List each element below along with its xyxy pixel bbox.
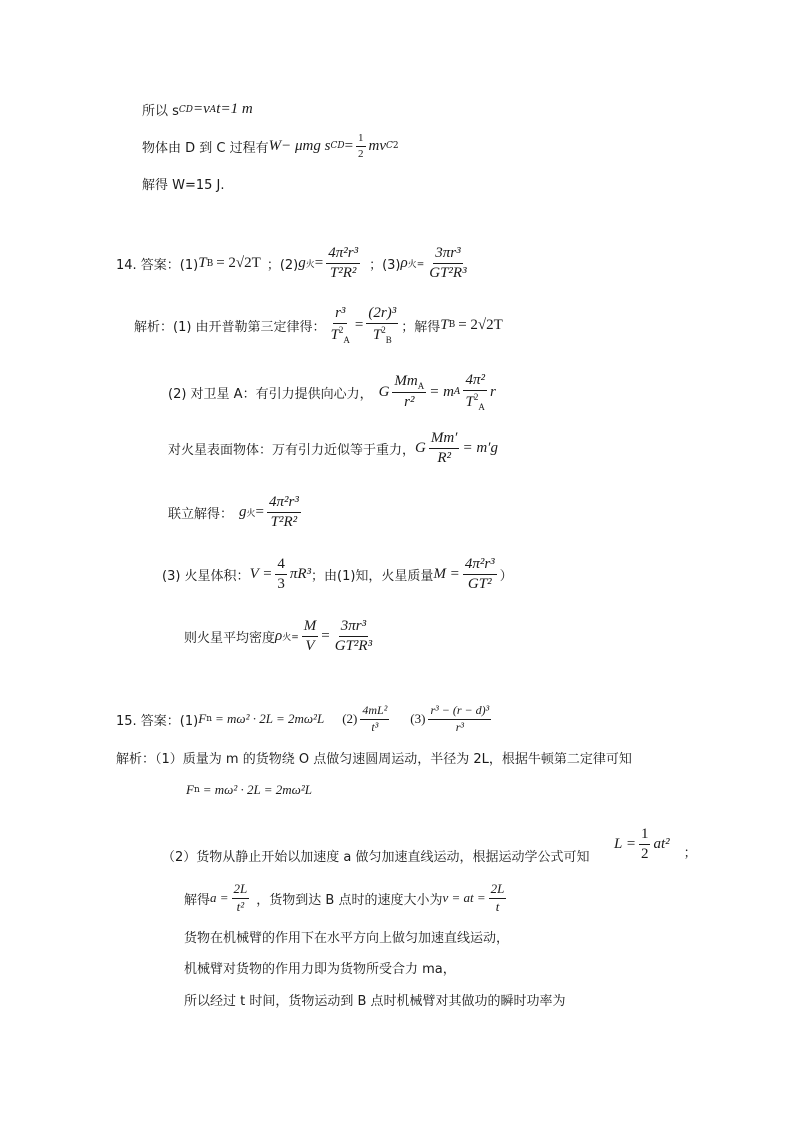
- q14-j3-G: G: [415, 440, 426, 457]
- q15-a1-sub: n: [206, 714, 212, 725]
- q14-j2-mid-sub: A: [453, 387, 461, 398]
- q14-j1-result: T: [440, 316, 449, 333]
- frac-den: GT²R³: [334, 638, 373, 655]
- q14-j5-close: ）: [499, 569, 513, 585]
- q15-j2: [162, 846, 590, 865]
- q13-eq: =v: [193, 101, 210, 117]
- frac-den-sub: A: [343, 335, 350, 346]
- frac-den-sup: 2: [338, 325, 344, 336]
- frac-num: 4π²: [463, 372, 487, 391]
- q15-j1-text: 解析：（1）质量为 m 的货物绕 O 点做匀速圆周运动，半径为 2L，根据牛顿第二定律可知: [116, 752, 632, 767]
- q14-j4-label: 联立解得：: [168, 507, 234, 523]
- frac-num: 4mL²: [360, 704, 389, 720]
- q13-line-1: [142, 100, 253, 119]
- q14-j2-frac1: [392, 373, 426, 412]
- q14-j6-label: 则火星平均密度: [184, 631, 276, 647]
- q14-j5-mid: ；由(1)知，火星质量: [311, 569, 434, 585]
- frac-num: 4π²r³: [463, 556, 497, 575]
- q14-j4: 联立解得： g 火 = $\frac{\text{4π²r³}}{\text{T²R²}}$: [168, 494, 299, 531]
- q15-j2-tail: at²: [653, 836, 670, 853]
- frac-den: t: [495, 898, 500, 914]
- frac-den: [329, 324, 352, 345]
- q14-j1: 解析：(1) 由开普勒第三定律得： $\frac{\text{r³}}{T^2_A}$ = $\frac{\text{(2r)³}}{T^2_B}$ ；解得 T B = 2√2T: [134, 305, 503, 346]
- q13-l3-text: 解得 W=15 J.: [142, 178, 225, 193]
- frac-num: [392, 373, 426, 393]
- q13-text: 所以 s: [142, 104, 179, 119]
- frac-den: 3: [277, 576, 285, 593]
- q15-j1-eq-rhs: = mω² · 2L = 2mω²L: [202, 782, 312, 797]
- frac-num: 4π²r³: [267, 494, 301, 513]
- frac-den: T²R²: [329, 265, 357, 282]
- q15-answer-label: 15. 答案：(1): [116, 713, 199, 729]
- frac-den-sub: B: [385, 335, 392, 346]
- q14-j6: 则火星平均密度 ρ 火= $\frac{M}{V}$ = $\frac{\text{3πr³}}{\text{GT²R³}}$: [184, 618, 373, 655]
- q15-j2-formula: [614, 826, 697, 864]
- q15-j5: [184, 958, 456, 977]
- q14-j6-sub: 火=: [282, 633, 299, 644]
- frac-num: 3πr³: [433, 245, 462, 264]
- q14-a2-sub: 火: [305, 260, 315, 271]
- q14-j1-frac2: [366, 305, 398, 346]
- q14-j4-sub: 火: [246, 509, 256, 520]
- q15-j5-text: 机械臂对货物的作用力即为货物所受合力 ma，: [184, 962, 456, 977]
- frac-den: 2: [640, 846, 649, 863]
- frac-den: t³: [371, 719, 379, 734]
- q13-sub2: A: [209, 104, 217, 115]
- q14-a2-frac: [326, 245, 360, 283]
- q15-j3-label: 解得: [184, 892, 211, 908]
- q13-l2-tail-sup: 2: [392, 141, 399, 152]
- q15-j1-eq: [186, 782, 312, 798]
- q14-j5-frac: [275, 556, 287, 594]
- q14-j1-result-sub: B: [448, 320, 456, 331]
- frac-den: GT²: [467, 576, 492, 593]
- frac-num: 1: [639, 826, 651, 845]
- q14-j3-tail: = m′g: [462, 440, 498, 457]
- q14-j3-frac: [429, 430, 460, 468]
- q14-a2-lhs: g: [298, 255, 306, 272]
- q14-j1-result-rhs: = 2√2T: [458, 316, 503, 333]
- q15-j3-a: a =: [210, 890, 229, 906]
- frac-den: t²: [236, 898, 245, 914]
- frac-num: 4: [275, 556, 287, 575]
- q14-j2-frac2: [463, 372, 487, 413]
- q14-a1-rhs: = 2√2T: [216, 255, 261, 272]
- q15-j3-mid: ，货物到达 B 点时的速度大小为: [256, 892, 443, 908]
- q13-l2-sub: CD: [330, 141, 345, 152]
- frac-num: (2r)³: [366, 305, 398, 324]
- q14-j2-label: (2) 对卫星 A：有引力提供向心力，: [168, 386, 373, 402]
- q14-j5: [162, 556, 513, 594]
- q13-l2-tail: mv: [368, 137, 387, 154]
- q15-a1-lhs: F: [198, 711, 207, 727]
- q14-j6-lhs: ρ: [275, 628, 283, 645]
- q14-j5-label: (3) 火星体积：: [162, 569, 250, 585]
- frac-num: 3πr³: [339, 618, 368, 637]
- q14-a3-frac: [427, 245, 468, 283]
- q14-a2-label: ；(2): [266, 258, 299, 274]
- q14-j2-G: G: [378, 383, 390, 400]
- frac-num-sub: A: [417, 381, 425, 391]
- frac-den: r²: [404, 394, 415, 411]
- q14-j3: [168, 430, 498, 468]
- q14-a1-lhs: T: [198, 255, 207, 272]
- q14-j3-label: 对火星表面物体：万有引力近似等于重力，: [168, 443, 416, 459]
- frac-num: 4π²r³: [326, 245, 360, 264]
- q13-l2-eq: =: [344, 137, 354, 154]
- q14-a3-lhs: ρ: [400, 255, 408, 272]
- q15-a1-rhs: = mω² · 2L = 2mω²L: [214, 711, 325, 727]
- q13-l2-math: W− μmg s: [268, 137, 331, 154]
- q14-j5-tail: πR³: [289, 566, 312, 583]
- frac-den: [371, 324, 394, 345]
- q14-j5-mass-frac: [463, 556, 497, 594]
- frac-den-main: T: [372, 327, 382, 344]
- q15-j6: [184, 990, 566, 1009]
- frac-den: V: [305, 638, 315, 655]
- q13-l2-tail-sub: C: [386, 141, 393, 152]
- q15-j4-text: 货物在机械臂的作用下在水平方向上做匀加速直线运动，: [184, 931, 510, 946]
- q14-j6-frac1: [302, 618, 319, 656]
- frac-den-sup: 2: [473, 392, 479, 403]
- q14-a1-sub: B: [206, 258, 214, 269]
- frac-den: T²R²: [270, 514, 298, 531]
- q13-l2-text: 物体由 D 到 C 过程有: [142, 140, 269, 156]
- q15-j1: [116, 748, 632, 767]
- q15-j3-v-frac: [489, 882, 507, 915]
- q15-a2-frac: [360, 704, 389, 735]
- q15-j2-frac: [639, 826, 651, 864]
- q15-a3-label: (3): [410, 711, 426, 727]
- frac-num: M: [302, 618, 319, 637]
- q14-j5-M: M =: [433, 566, 460, 583]
- q13-line-2: [142, 132, 399, 160]
- q15-a3-frac: [428, 704, 491, 735]
- q15-j4: [184, 927, 509, 946]
- q13-line-3: [142, 174, 225, 193]
- q15-j2-end: ；: [683, 846, 697, 862]
- q14-j1-frac1: [329, 305, 352, 346]
- q15-j1-eq-sub: n: [193, 785, 200, 795]
- frac-num: 2L: [489, 882, 507, 899]
- frac-den-sub: A: [478, 402, 485, 413]
- frac-den-main: T: [465, 394, 474, 411]
- q14-j2-mid: = m: [429, 383, 454, 400]
- frac-den: GT²R³: [429, 265, 467, 282]
- q15-a2-label: (2): [342, 711, 358, 727]
- frac-den-main: T: [330, 327, 339, 344]
- frac-num: r³: [333, 305, 347, 324]
- frac-num: 1: [356, 132, 366, 147]
- q13-sub: CD: [178, 104, 194, 115]
- frac-den: 2: [358, 147, 364, 160]
- frac-den-sup: 2: [381, 325, 386, 336]
- q14-a3-sub: 火=: [407, 260, 425, 271]
- q15-j3-a-frac: [232, 882, 250, 915]
- q14-j2: [168, 372, 496, 413]
- q14-j4-lhs: g: [239, 504, 247, 521]
- q13-l2-frac: [356, 132, 366, 160]
- q15-j2-L: L =: [614, 836, 636, 853]
- frac-den: [464, 391, 487, 412]
- q15-answer: [116, 704, 494, 735]
- q15-j1-eq-lhs: F: [186, 782, 194, 797]
- q14-j1-label: 解析：(1) 由开普勒第三定律得：: [134, 319, 326, 335]
- q14-j1-result-label: ；解得: [401, 319, 441, 335]
- frac-num-main: Mm: [394, 373, 418, 389]
- frac-num: Mm′: [429, 430, 460, 449]
- q14-a3-label: ；(3): [369, 258, 401, 274]
- q14-answer-label: 14. 答案：(1): [116, 258, 199, 274]
- q14-j5-v: V =: [249, 566, 273, 583]
- q15-j3: [184, 882, 509, 915]
- q15-j2-text: （2）货物从静止开始以加速度 a 做匀加速直线运动，根据运动学公式可知: [162, 850, 590, 865]
- frac-den: r³: [455, 719, 464, 734]
- frac-num: 2L: [232, 882, 250, 899]
- q15-j6-text: 所以经过 t 时间，货物运动到 B 点时机械臂对其做功的瞬时功率为: [184, 994, 566, 1009]
- q14-j6-frac2: [333, 618, 374, 656]
- q15-j3-v: v = at =: [442, 890, 486, 906]
- q14-answer: 14. 答案：(1) T B = 2√2T ；(2) g 火 = $\frac{\text{4π²r³}}{\text{T²R²}}$ ；(3) ρ 火= $\frac{\text{3πr³}}{\text{GT²R³}}$: [116, 245, 467, 282]
- q13-tail: t=1 m: [216, 101, 253, 117]
- frac-num: r³ − (r − d)³: [428, 704, 491, 720]
- q14-j4-frac: [267, 494, 301, 532]
- frac-den: R²: [437, 450, 451, 467]
- q14-j2-tail: r: [489, 383, 496, 400]
